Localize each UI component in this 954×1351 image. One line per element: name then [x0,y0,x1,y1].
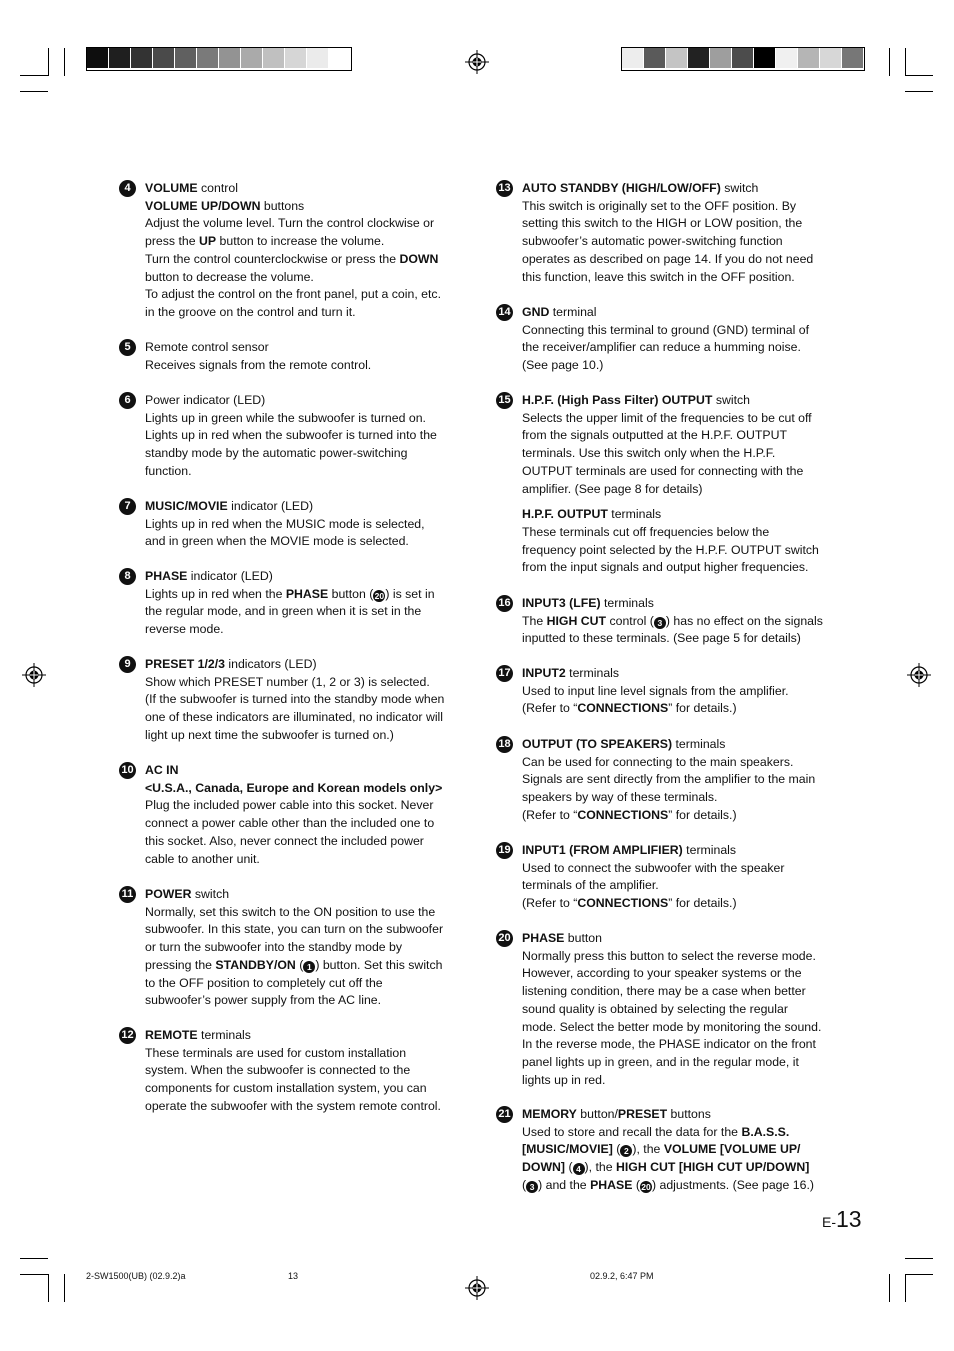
crop-mark [889,1274,890,1302]
registration-mark-icon [907,663,931,687]
color-swatch [754,48,776,68]
color-swatch [820,48,842,68]
item-5 [124,339,372,374]
item-13 [498,180,814,286]
crop-mark [64,1274,65,1302]
color-swatch [285,48,307,68]
item-number-badge: 6 [119,392,136,409]
item-text-line: PHASE button [522,931,602,945]
item-19 [498,842,785,913]
item-text-line: MEMORY button/PRESET buttons [522,1107,711,1121]
reference-number-icon: 20 [374,590,385,601]
item-text-line: Normally, set this switch to the ON position to use the [145,904,436,919]
item-text-line: (If the subwoofer is turned into the standby mode when [145,692,445,707]
color-swatch [175,48,197,68]
item-text-line: in the groove on the control and turn it. [145,304,356,319]
item-number-badge: 9 [119,656,136,673]
item-text-line: setting this switch to the HIGH or LOW position, the [522,216,803,231]
reference-number-icon: 2 [620,1145,632,1157]
item-text-line: However, according to your speaker systems or the [522,966,802,981]
item-number-badge: 17 [496,665,513,682]
item-17 [498,665,789,718]
reference-number-icon: 20 [641,1181,651,1192]
item-text-line: lights up in red. [522,1072,606,1087]
item-text-line: Used to input line level signals from the amplifier. [522,683,789,698]
item-text-line: speakers by way of these terminals. [522,790,718,805]
item-text-line: These terminals are used for custom installation [145,1045,407,1060]
item-text-line: ( 3 ) and the PHASE (20) adjustments. (See page 16.) [522,1177,814,1192]
item-number-badge: 21 [496,1106,513,1123]
item-text-line: the receiver/amplifier can reduce a humming noise. [522,340,801,355]
item-text-line: button to decrease the volume. [145,269,314,284]
registration-mark-icon [465,50,489,74]
item-text-line: amplifier. (See page 8 for details) [522,481,703,496]
item-text-line: OUTPUT terminals are used for connecting with the [522,463,804,478]
item-text-line: Show which PRESET number (1, 2 or 3) is selected. [145,674,430,689]
item-text-line: GND terminal [522,305,597,319]
item-text-line: cable to another unit. [145,851,260,866]
registration-mark-icon [22,663,46,687]
item-text-line: Lights up in red when the MUSIC mode is selected, [145,516,425,531]
item-number-badge: 18 [496,736,513,753]
item-number-badge: 8 [119,568,136,585]
color-swatch [710,48,732,68]
item-text-line: listening condition, there may be a case when better [522,984,806,999]
crop-mark [905,1258,933,1259]
crop-mark [20,75,48,76]
reference-number-icon: 4 [573,1163,585,1175]
item-text-line: Lights up in green while the subwoofer is turned on. [145,410,426,425]
color-swatch [307,48,329,68]
item-text-line: VOLUME control [145,181,238,195]
item-text-line: INPUT3 (LFE) terminals [522,596,654,610]
item-number-badge: 7 [119,498,136,515]
color-swatch [153,48,175,68]
crop-mark [64,48,65,76]
page-number: E-13 [822,1206,862,1232]
item-text-line: standby mode by the automatic power-switching [145,446,408,461]
item-text-line: from the input signals and output higher frequencies. [522,560,809,575]
color-swatch [732,48,754,68]
footer-page: 13 [288,1271,299,1281]
item-text-line: To adjust the control on the front panel, put a coin, etc. [145,287,441,302]
item-text-line: VOLUME UP/DOWN buttons [145,198,305,213]
item-text-line: subwoofer’s power supply from the AC line. [145,993,382,1008]
color-swatch [109,48,131,68]
item-text-line: operate the subwoofer with the system remote control. [145,1098,441,1113]
item-text-line: [MUSIC/MOVIE] ( 2 ), the VOLUME [VOLUME UP/ [522,1142,801,1157]
color-swatch [842,48,864,68]
item-text-line: Connecting this terminal to ground (GND) terminal of [522,322,810,337]
item-text-line: terminals of the amplifier. [522,878,659,893]
color-swatch [131,48,153,68]
item-number-badge: 13 [496,180,513,197]
item-text-line: Signals are sent directly from the amplifier to the main [522,772,816,787]
item-text-line: inputted to these terminals. (See page 5 for details) [522,631,801,646]
item-12 [121,1027,441,1116]
color-swatch [329,48,351,68]
crop-mark [48,48,49,76]
item-text-line: Turn the control counterclockwise or press the DOWN [145,251,439,266]
item-text-line: function. [145,463,192,478]
item-text-line: Normally press this button to select the reverse mode. [522,948,816,963]
item-text-line: terminals. Use this switch only when the H.P.F. [522,446,776,461]
item-text-line: Plug the included power cable into this socket. Never [145,798,434,813]
item-number-badge: 10 [119,762,136,779]
item-9 [124,656,445,745]
item-10 [121,762,443,868]
item-number-badge: 12 [119,1027,136,1044]
color-swatch [666,48,688,68]
color-calibration-bar-right [621,47,865,71]
item-18 [498,736,816,825]
item-text-line: Used to connect the subwoofer with the speaker [522,860,785,875]
color-swatch [776,48,798,68]
crop-mark [905,75,933,76]
item-text-line: The HIGH CUT control ( 3 ) has no effect on the signals [522,613,823,628]
item-text-line: This switch is originally set to the OFF position. By [522,198,797,213]
item-text-line: Remote control sensor [145,340,269,354]
footer-timestamp: 02.9.2, 6:47 PM [590,1271,654,1281]
item-text-line: Lights up in red when the subwoofer is turned into the [145,428,437,443]
item-text-line: pressing the STANDBY/ON ( 1 ) button. Set this switch [145,957,443,972]
item-number-badge: 16 [496,595,513,612]
reference-number-icon: 3 [526,1181,538,1193]
item-number-badge: 19 [496,842,513,859]
crop-mark [20,91,48,92]
item-number-badge: 15 [496,392,513,409]
item-text-line: operates as described on page 14. If you do not need [522,251,814,266]
item-text-line: AUTO STANDBY (HIGH/LOW/OFF) switch [522,181,759,195]
item-text-line: this socket. Also, never connect the included power [145,833,424,848]
item-text-line: Adjust the volume level. Turn the control clockwise or [145,216,435,231]
crop-mark [20,1258,48,1259]
item-4 [124,180,441,322]
item-text-line: H.P.F. (High Pass Filter) OUTPUT switch [522,393,750,407]
item-text-line: reverse mode. [145,622,224,637]
item-text-line: press the UP button to increase the volume. [145,234,385,249]
color-swatch [644,48,666,68]
item-15 [498,392,819,577]
item-text-line: OUTPUT (TO SPEAKERS) terminals [522,737,726,751]
item-text-line: Can be used for connecting to the main speakers. [522,754,794,769]
item-text-line: to the OFF position to completely cut off the [145,975,383,990]
item-21 [498,1106,814,1195]
item-text-line: system. When the subwoofer is connected to the [145,1063,411,1078]
item-text-line: <U.S.A., Canada, Europe and Korean models only> [145,780,443,795]
reference-number-icon: 1 [303,961,315,973]
item-text-line: These terminals cut off frequencies below the [522,524,770,539]
item-text-line: sound quality is obtained by selecting the regular [522,1001,788,1016]
footer-file-info: 2-SW1500(UB) (02.9.2)a [86,1271,186,1281]
color-swatch [219,48,241,68]
color-swatch [197,48,219,68]
item-text-line: MUSIC/MOVIE indicator (LED) [145,499,314,513]
item-text-line: DOWN] ( 4 ), the HIGH CUT [HIGH CUT UP/DOWN] [522,1160,810,1175]
color-calibration-bar-left [86,47,352,71]
reference-number-icon: 3 [654,617,666,629]
item-text-line: frequency point selected by the H.P.F. OUTPUT switch [522,542,819,557]
item-8 [124,568,435,639]
color-swatch [688,48,710,68]
item-text-line: panel lights up in green, and in the regular mode, it [522,1054,799,1069]
item-number-badge: 20 [496,930,513,947]
item-6 [124,392,437,481]
item-text-line: subwoofer. In this state, you can turn on the subwoofer [145,922,444,937]
crop-mark [905,1274,906,1302]
item-number-badge: 5 [119,339,136,356]
item-text-line: PHASE indicator (LED) [145,569,273,583]
item-text-line: AC IN [145,763,179,777]
item-text-line: subwoofer’s automatic power-switching function [522,234,783,249]
item-7 [124,498,425,551]
item-number-badge: 4 [119,180,136,197]
item-text-line: (Refer to “CONNECTIONS” for details.) [522,701,737,716]
item-number-badge: 11 [119,886,136,903]
color-swatch [798,48,820,68]
item-text-line: REMOTE terminals [145,1028,251,1042]
item-text-line: connect a power cable other than the included one to [145,816,435,831]
item-text-line: Receives signals from the remote control. [145,357,372,372]
item-text-line: or turn the subwoofer into the standby mode by [145,940,403,955]
color-swatch [241,48,263,68]
item-text-line: (Refer to “CONNECTIONS” for details.) [522,807,737,822]
registration-mark-icon [465,1276,489,1300]
crop-mark [889,48,890,76]
item-text-line: the regular mode, and in green when it is set in the [145,604,422,619]
color-swatch [263,48,285,68]
item-text-line: Used to store and recall the data for the B.A.S.S. [522,1124,790,1139]
color-swatch [87,48,109,68]
item-text-line: In the reverse mode, the PHASE indicator on the front [522,1037,816,1052]
item-text-line: one of these indicators are illuminated, no indicator will [145,710,444,725]
item-text-line: this function, leave this switch in the OFF position. [522,269,795,284]
item-text-line: Power indicator (LED) [145,393,266,407]
item-number-badge: 14 [496,304,513,321]
item-text-line: from the signals outputted at the H.P.F. OUTPUT [522,428,787,443]
item-text-line: (See page 10.) [522,358,604,373]
item-14 [498,304,810,375]
item-text-line: mode. Select the better mode by monitoring the sound. [522,1019,822,1034]
item-11 [121,886,444,1010]
item-text-line: and in green when the MOVIE mode is selected. [145,534,409,549]
crop-mark [905,1274,933,1275]
color-swatch [622,48,644,68]
item-16 [498,595,823,648]
item-text-line: (Refer to “CONNECTIONS” for details.) [522,896,737,911]
item-text-line: INPUT1 (FROM AMPLIFIER) terminals [522,843,737,857]
crop-mark [20,1274,48,1275]
item-text-line: Lights up in red when the PHASE button (20) is set in [145,586,435,601]
crop-mark [905,91,933,92]
item-text-line: PRESET 1/2/3 indicators (LED) [145,657,317,671]
item-text-line: H.P.F. OUTPUT terminals [522,507,662,522]
crop-mark [48,1274,49,1302]
item-text-line: INPUT2 terminals [522,666,620,680]
crop-mark [905,48,906,76]
item-text-line: components for custom installation system, you can [145,1081,427,1096]
item-text-line: light up next time the subwoofer is turned on.) [145,727,394,742]
item-text-line: POWER switch [145,887,230,901]
item-20 [498,930,822,1089]
item-text-line: Selects the upper limit of the frequencies to be cut off [522,410,812,425]
